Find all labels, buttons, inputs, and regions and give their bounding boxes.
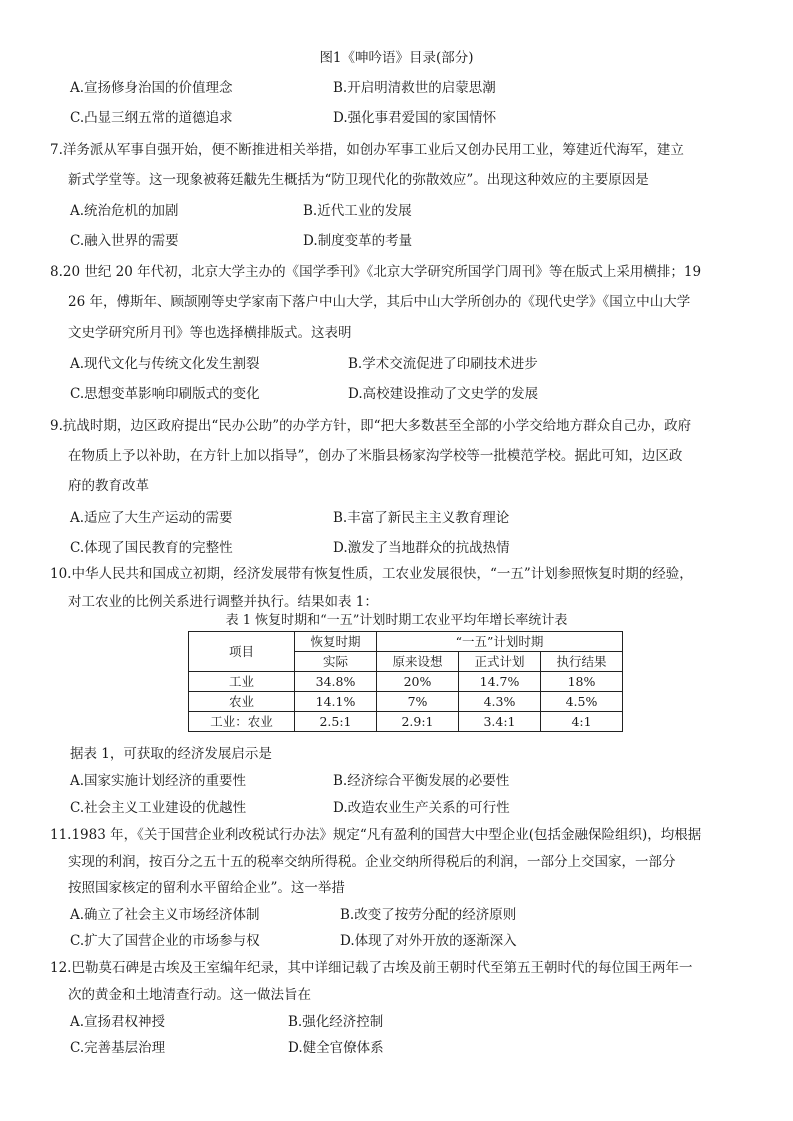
q10-stem-after: 据表 1，可获取的经济发展启示是 — [70, 746, 272, 762]
q10-option-a: A.国家实施计划经济的重要性 — [70, 773, 247, 789]
q10-option-d: D.改造农业生产关系的可行性 — [333, 800, 510, 816]
q7-option-b: B.近代工业的发展 — [303, 203, 412, 219]
q9-option-c: C.体现了国民教育的完整性 — [70, 540, 233, 556]
q11-stem-line: 实现的利润，按百分之五十五的税率交纳所得税。企业交纳所得税后的利润，一部分上交国家，一部分 — [68, 854, 676, 870]
table-subheader-actual: 实际 — [295, 652, 377, 672]
table-cell: 4.3% — [459, 692, 541, 712]
table-cell: 2.9:1 — [377, 712, 459, 732]
q12-option-b: B.强化经济控制 — [288, 1014, 384, 1030]
row-label: 农业 — [189, 692, 295, 712]
row-label: 工业 — [189, 672, 295, 692]
q8-stem-line: 文史学研究所月刊》等也选择横排版式。这表明 — [68, 325, 352, 341]
q10-option-c: C.社会主义工业建设的优越性 — [70, 800, 247, 816]
table-cell: 4.5% — [541, 692, 623, 712]
q10-option-b: B.经济综合平衡发展的必要性 — [333, 773, 510, 789]
table-subheader-result: 执行结果 — [541, 652, 623, 672]
q6-option-a: A.宣扬修身治国的价值理念 — [70, 80, 233, 96]
q9-stem-line: 9.抗战时期，边区政府提出“民办公助”的办学方针，即“把大多数甚至全部的小学交给地方群众自己办，政府 — [50, 418, 692, 434]
table-subheader-formal-plan: 正式计划 — [459, 652, 541, 672]
table-cell: 14.7% — [459, 672, 541, 692]
q12-stem-line: 12.巴勒莫石碑是古埃及王室编年纪录，其中详细记载了古埃及前王朝时代至第五王朝时代的每位国王两年一 — [50, 960, 693, 976]
q10-stem-line: 对工农业的比例关系进行调整并执行。结果如表 1： — [68, 594, 378, 610]
q11-stem-line: 按照国家核定的留利水平留给企业”。这一举措 — [68, 880, 345, 896]
table-cell: 3.4:1 — [459, 712, 541, 732]
q8-option-b: B.学术交流促进了印刷技术进步 — [348, 356, 538, 372]
table-cell: 18% — [541, 672, 623, 692]
table-header-row — [189, 632, 623, 652]
q8-option-a: A.现代文化与传统文化发生割裂 — [70, 356, 260, 372]
table-cell: 20% — [377, 672, 459, 692]
q11-option-a: A.确立了社会主义市场经济体制 — [70, 907, 260, 923]
table-cell: 7% — [377, 692, 459, 712]
q7-option-d: D.制度变革的考量 — [303, 233, 413, 249]
q8-option-c: C.思想变革影响印刷版式的变化 — [70, 386, 260, 402]
growth-rate-table — [188, 631, 623, 732]
q8-stem-line: 8.20 世纪 20 年代初，北京大学主办的《国学季刊》《北京大学研究所国学门周刊》等在版式上采用横排；19 — [50, 264, 702, 280]
q7-option-a: A.统治危机的加剧 — [70, 203, 179, 219]
q8-option-d: D.高校建设推动了文史学的发展 — [348, 386, 539, 402]
table-subheader-original: 原来设想 — [377, 652, 459, 672]
q9-option-a: A.适应了大生产运动的需要 — [70, 510, 233, 526]
q6-option-d: D.强化事君爱国的家国情怀 — [333, 110, 497, 126]
table-cell: 14.1% — [295, 692, 377, 712]
table-cell: 2.5:1 — [295, 712, 377, 732]
table-row — [189, 692, 623, 712]
table-row — [189, 672, 623, 692]
q12-option-a: A.宣扬君权神授 — [70, 1014, 166, 1030]
q7-stem-line: 新式学堂等。这一现象被蒋廷黻先生概括为“防卫现代化的弥散效应”。出现这种效应的主要原因是 — [68, 172, 649, 188]
q6-option-b: B.开启明清救世的启蒙思潮 — [333, 80, 496, 96]
table-header-first-five-year-plan: “一五”计划时期 — [377, 632, 623, 652]
q7-stem-line: 7.洋务派从军事自强开始，便不断推进相关举措，如创办军事工业后又创办民用工业，筹建近代海军，建立 — [50, 142, 684, 158]
row-label: 工业：农业 — [189, 712, 295, 732]
figure-caption: 图1《呻吟语》目录(部分) — [319, 50, 474, 66]
q8-stem-line: 26 年，傅斯年、顾颉刚等史学家南下落户中山大学，其后中山大学所创办的《现代史学》《国立中山大学 — [68, 294, 691, 310]
table-header-recovery: 恢复时期 — [295, 632, 377, 652]
q11-stem-line: 11.1983 年，《关于国营企业利改税试行办法》规定“凡有盈利的国营大中型企业(包括金融保险组织)，均根据 — [50, 827, 702, 843]
q12-stem-line: 次的黄金和土地清查行动。这一做法旨在 — [68, 987, 311, 1003]
q12-option-c: C.完善基层治理 — [70, 1040, 166, 1056]
q9-option-d: D.激发了当地群众的抗战热情 — [333, 540, 510, 556]
table-header-item: 项目 — [189, 632, 295, 672]
q7-option-c: C.融入世界的需要 — [70, 233, 179, 249]
q9-stem-line: 在物质上予以补助，在方针上加以指导”，创办了米脂县杨家沟学校等一批模范学校。据此可知，边区政 — [68, 448, 683, 464]
table-cell: 34.8% — [295, 672, 377, 692]
q10-stem-line: 10.中华人民共和国成立初期，经济发展带有恢复性质，工农业发展很快，“一五”计划参照恢复时期的经验， — [50, 566, 693, 582]
q6-option-c: C.凸显三纲五常的道德追求 — [70, 110, 233, 126]
table-cell: 4:1 — [541, 712, 623, 732]
q11-option-b: B.改变了按劳分配的经济原则 — [340, 907, 517, 923]
table-row — [189, 712, 623, 732]
q11-option-d: D.体现了对外开放的逐渐深入 — [340, 933, 517, 949]
q12-option-d: D.健全官僚体系 — [288, 1040, 384, 1056]
table-caption: 表 1 恢复时期和“一五”计划时期工农业平均年增长率统计表 — [225, 613, 568, 628]
q9-stem-line: 府的教育改革 — [68, 478, 149, 494]
q9-option-b: B.丰富了新民主主义教育理论 — [333, 510, 510, 526]
q11-option-c: C.扩大了国营企业的市场参与权 — [70, 933, 260, 949]
